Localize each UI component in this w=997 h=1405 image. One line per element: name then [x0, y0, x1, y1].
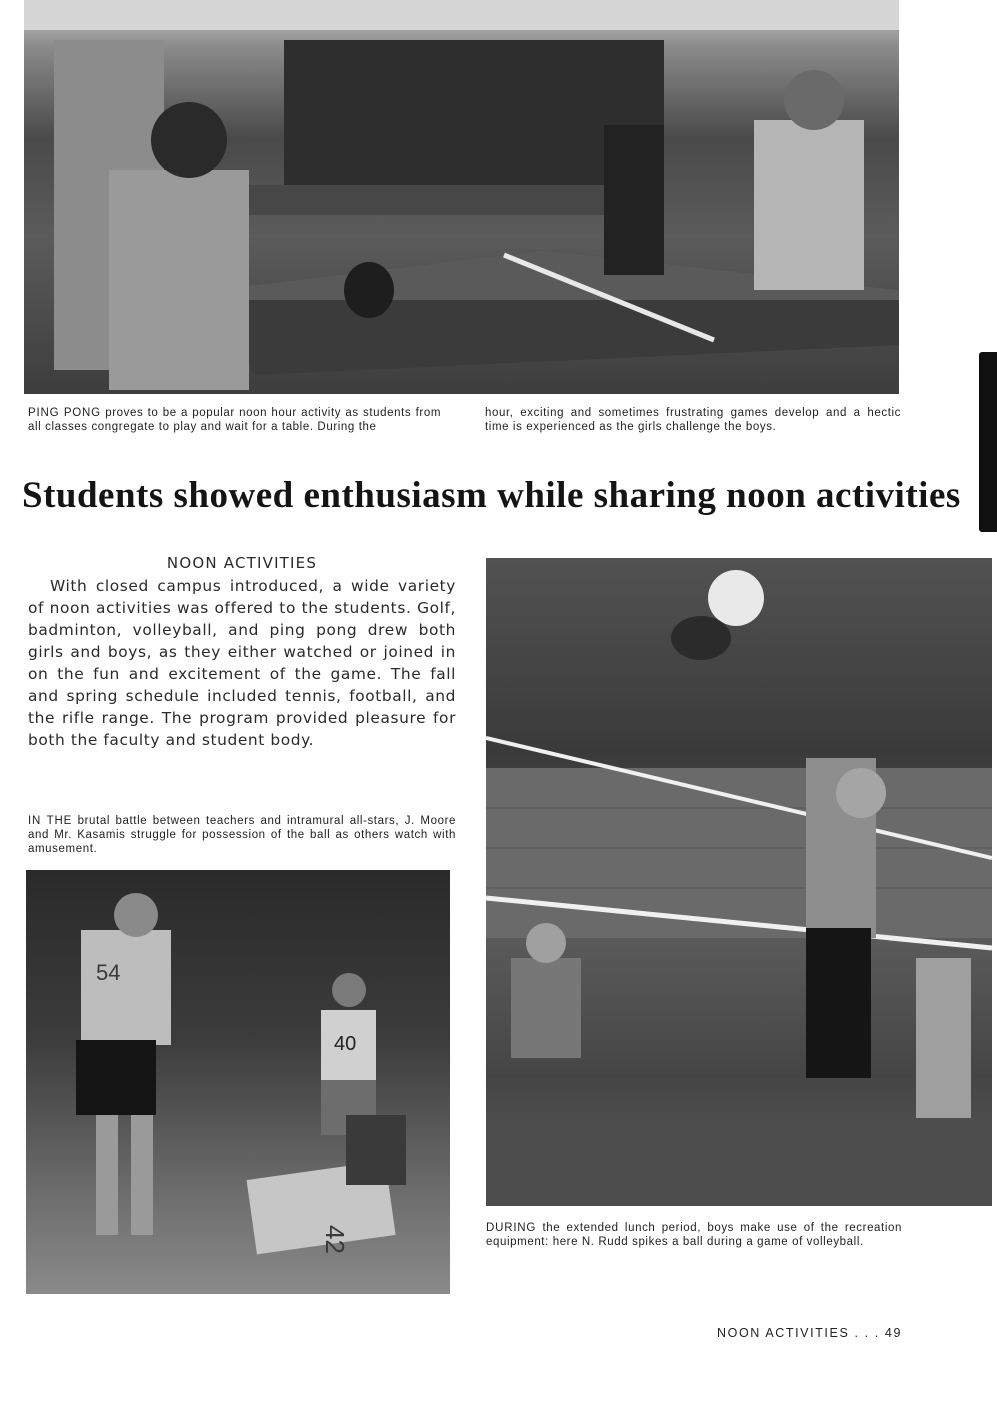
caption-lead: IN THE	[28, 815, 73, 827]
jersey-number-40: 40	[334, 1033, 357, 1055]
page-folio: NOON ACTIVITIES . . . 49	[717, 1326, 902, 1340]
ping-pong-caption-right: hour, exciting and sometimes frustrating games develop and a hectic time is experienced as the girls challenge the boys.	[485, 407, 901, 433]
volleyball-photo	[486, 558, 992, 1206]
ping-pong-photo	[24, 0, 899, 394]
article-kicker: NOON ACTIVITIES	[166, 554, 318, 572]
volleyball-scene	[486, 558, 992, 1206]
basketball-scene	[26, 870, 450, 1294]
page-headline: Students showed enthusiasm while sharing noon activities	[22, 475, 961, 516]
binder-tab	[979, 352, 997, 532]
volleyball-caption	[486, 1221, 902, 1249]
jersey-number-54: 54	[96, 960, 121, 985]
ping-pong-scene	[24, 0, 899, 394]
caption-lead: PING PONG	[28, 407, 101, 419]
caption-text: proves to be a popular noon hour activity as students from all classes congregate to play and wait for a table. During the	[28, 407, 442, 433]
caption-text: the extended lunch period, boys make use of the recreation equipment: here N. Rudd spikes a ball during a game of volleyball.	[486, 1222, 902, 1248]
jersey-number-42: 42	[320, 1225, 350, 1254]
ping-pong-caption-left	[28, 406, 441, 434]
basketball-photo	[26, 870, 450, 1294]
caption-text: brutal battle between teachers and intramural all-stars, J. Moore and Mr. Kasamis struggle for possession of the ball as others watch with amusement.	[28, 815, 456, 855]
caption-lead: DURING	[486, 1222, 537, 1234]
article-body: With closed campus introduced, a wide variety of noon activities was offered to the students. Golf, badminton, volleyball, and ping pong drew both girls and boys, as they either watched or joined in on the fun and excitement of the game. The fall and spring schedule included tennis, football, and the rifle range. The program provided pleasure for both the faculty and student body.	[28, 577, 456, 749]
basketball-caption	[28, 814, 456, 856]
